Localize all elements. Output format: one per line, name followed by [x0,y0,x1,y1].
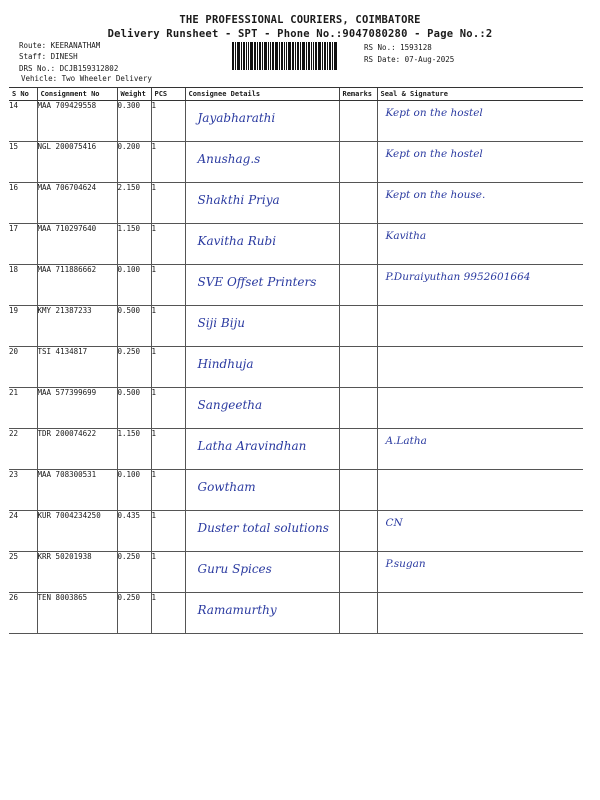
sno-cell: 25 [9,552,37,593]
table-row [9,101,583,142]
table-row [9,306,583,347]
pcs-cell: 1 [151,183,185,224]
weight-cell: 0.250 [117,347,151,388]
signature-text: Kept on the house. [385,189,486,201]
signature-text: Kept on the hostel [385,148,483,160]
consignee-name: Shakthi Priya [197,193,280,207]
weight-cell: 0.500 [117,388,151,429]
consignee-cell [185,552,339,593]
consignee-name: Jayabharathi [197,111,276,125]
sno-cell: 26 [9,593,37,634]
remarks-cell [339,593,377,634]
remarks-cell [339,470,377,511]
pcs-cell: 1 [151,593,185,634]
sno-cell: 24 [9,511,37,552]
signature-cell [377,552,583,593]
consignee-name: Ramamurthy [197,603,277,617]
route-label: Route: KEERANATHAM [19,41,101,50]
pcs-cell: 1 [151,306,185,347]
signature-cell [377,306,583,347]
consignee-name: Sangeetha [197,398,263,412]
table-row [9,265,583,306]
col-weight: Weight [117,88,151,101]
pcs-cell: 1 [151,470,185,511]
table-row [9,224,583,265]
runsheet-title: Delivery Runsheet - SPT - Phone No.:9047080280 - Page No.:2 [107,28,493,40]
pcs-cell: 1 [151,552,185,593]
consignee-cell [185,429,339,470]
pcs-cell: 1 [151,429,185,470]
remarks-cell [339,306,377,347]
signature-cell [377,470,583,511]
consignee-cell [185,388,339,429]
remarks-cell [339,511,377,552]
sno-cell: 18 [9,265,37,306]
signature-text [378,593,584,599]
signature-text [378,306,584,312]
barcode-image [232,42,358,70]
rs-date: RS Date: 07-Aug-2025 [364,55,455,64]
consignee-name: Siji Biju [197,316,246,330]
pcs-cell: 1 [151,388,185,429]
consignment-cell: KUR 7004234250 [37,511,117,552]
table-row [9,470,583,511]
weight-cell: 0.300 [117,101,151,142]
signature-cell [377,142,583,183]
remarks-cell [339,142,377,183]
weight-cell: 0.100 [117,265,151,306]
consignment-cell: MAA 711886662 [37,265,117,306]
consignee-cell [185,224,339,265]
signature-cell [377,265,583,306]
consignee-name: Kavitha Rubi [197,234,277,248]
signature-cell [377,347,583,388]
signature-text: P.sugan [385,558,426,570]
sno-cell: 16 [9,183,37,224]
weight-cell: 1.150 [117,429,151,470]
consignee-cell [185,306,339,347]
col-signature: Seal & Signature [377,88,583,101]
table-row [9,347,583,388]
weight-cell: 0.435 [117,511,151,552]
signature-text [378,388,584,394]
vehicle-label: Vehicle: Two Wheeler Delivery [21,74,152,83]
sno-cell: 17 [9,224,37,265]
pcs-cell: 1 [151,265,185,306]
company-title: THE PROFESSIONAL COURIERS, COIMBATORE [179,14,421,26]
remarks-cell [339,265,377,306]
runsheet-table [9,87,583,634]
col-consignee: Consignee Details [185,88,339,101]
sno-cell: 14 [9,101,37,142]
weight-cell: 0.250 [117,593,151,634]
signature-cell [377,183,583,224]
signature-text [378,470,584,476]
sno-cell: 21 [9,388,37,429]
weight-cell: 0.500 [117,306,151,347]
consignee-name: Gowtham [197,480,256,494]
staff-label: Staff: DINESH [19,52,78,61]
remarks-cell [339,101,377,142]
signature-cell [377,224,583,265]
weight-cell: 1.150 [117,224,151,265]
remarks-cell [339,347,377,388]
signature-cell [377,593,583,634]
consignment-cell: NGL 200075416 [37,142,117,183]
remarks-cell [339,224,377,265]
consignee-name: Duster total solutions [197,521,329,535]
pcs-cell: 1 [151,511,185,552]
signature-text: Kept on the hostel [385,107,483,119]
table-row [9,593,583,634]
col-sno: S No [9,88,37,101]
consignee-name: Hindhuja [197,357,254,371]
consignee-cell [185,470,339,511]
pcs-cell: 1 [151,101,185,142]
remarks-cell [339,183,377,224]
signature-cell [377,388,583,429]
consignment-cell: TSI 4134817 [37,347,117,388]
consignment-cell: TDR 200074622 [37,429,117,470]
consignee-cell [185,265,339,306]
consignee-cell [185,142,339,183]
consignment-cell: MAA 710297640 [37,224,117,265]
signature-text: Kavitha [385,230,427,242]
pcs-cell: 1 [151,142,185,183]
remarks-cell [339,429,377,470]
consignee-cell [185,347,339,388]
signature-text: CN [385,517,403,529]
remarks-cell [339,552,377,593]
col-remarks: Remarks [339,88,377,101]
sno-cell: 15 [9,142,37,183]
weight-cell: 0.250 [117,552,151,593]
signature-cell [377,429,583,470]
consignment-cell: KMY 21387233 [37,306,117,347]
consignment-cell: TEN 8003865 [37,593,117,634]
table-row [9,429,583,470]
table-header-row [9,88,583,101]
weight-cell: 2.150 [117,183,151,224]
consignment-cell: MAA 706704624 [37,183,117,224]
drs-number: DRS No.: DCJB159312802 [19,64,119,73]
consignee-cell [185,511,339,552]
sno-cell: 20 [9,347,37,388]
weight-cell: 0.100 [117,470,151,511]
signature-text: A.Latha [385,435,427,447]
consignee-cell [185,593,339,634]
signature-text [378,347,584,353]
consignment-cell: MAA 577399699 [37,388,117,429]
col-pcs: PCS [151,88,185,101]
rs-number: RS No.: 1593128 [364,43,432,52]
consignee-name: SVE Offset Printers [197,275,317,289]
table-row [9,388,583,429]
signature-cell [377,511,583,552]
consignee-name: Anushag.s [197,152,261,166]
table-row [9,183,583,224]
table-row [9,511,583,552]
sno-cell: 23 [9,470,37,511]
consignment-cell: MAA 709429558 [37,101,117,142]
consignee-cell [185,101,339,142]
pcs-cell: 1 [151,224,185,265]
consignee-cell [185,183,339,224]
pcs-cell: 1 [151,347,185,388]
consignee-name: Latha Aravindhan [197,439,307,453]
consignment-cell: KRR 50201938 [37,552,117,593]
sno-cell: 19 [9,306,37,347]
weight-cell: 0.200 [117,142,151,183]
consignment-cell: MAA 708300531 [37,470,117,511]
consignee-name: Guru Spices [197,562,272,576]
signature-cell [377,101,583,142]
col-consignment: Consignment No [37,88,117,101]
sno-cell: 22 [9,429,37,470]
signature-text: P.Duraiyuthan 9952601664 [385,271,531,283]
remarks-cell [339,388,377,429]
table-row [9,552,583,593]
table-row [9,142,583,183]
